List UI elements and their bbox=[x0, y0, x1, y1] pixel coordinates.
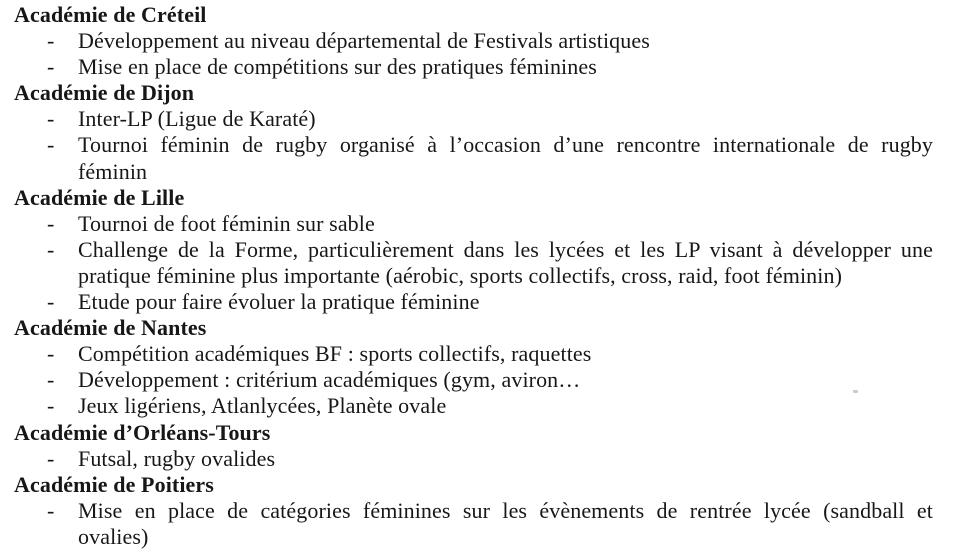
section-heading: Académie de Créteil bbox=[14, 2, 207, 27]
section-heading: Académie d’Orléans-Tours bbox=[14, 419, 271, 445]
text-line: Futsal, rugby ovalides bbox=[78, 445, 276, 471]
list-item bbox=[14, 54, 933, 80]
text-line: Mise en place de catégories féminines sur les évènements de rentrée lycée (sandball et bbox=[78, 497, 933, 523]
list-item-text bbox=[78, 367, 933, 393]
list-dash-marker: - bbox=[47, 28, 55, 54]
list-dash-marker: - bbox=[47, 367, 55, 393]
list-item bbox=[14, 498, 933, 550]
list-dash-marker: - bbox=[47, 289, 55, 315]
text-line: Développement : critérium académiques (gym, aviron… bbox=[78, 367, 581, 393]
list-item-text bbox=[78, 54, 933, 80]
list-dash-marker: - bbox=[47, 393, 55, 419]
list-item-text bbox=[78, 498, 933, 550]
list-item bbox=[14, 106, 933, 132]
list-item-text bbox=[78, 28, 933, 54]
text-line: Tournoi féminin de rugby organisé à l’occasion d’une rencontre internationale de rugby bbox=[78, 132, 933, 158]
section-heading: Académie de Nantes bbox=[14, 315, 207, 341]
scan-artifact bbox=[853, 390, 858, 393]
document-body bbox=[14, 2, 933, 550]
list-item bbox=[14, 211, 933, 237]
list-dash-marker: - bbox=[47, 341, 55, 367]
list-item-text bbox=[78, 341, 933, 367]
list-item bbox=[14, 237, 933, 289]
section-heading: Académie de Dijon bbox=[14, 80, 195, 106]
list-item-text bbox=[78, 446, 933, 472]
list-item bbox=[14, 132, 933, 184]
text-line: Etude pour faire évoluer la pratique féminine bbox=[78, 289, 480, 315]
text-line: Tournoi de foot féminin sur sable bbox=[78, 210, 375, 236]
text-line: Compétition académiques BF : sports collectifs, raquettes bbox=[78, 341, 592, 367]
list-item-text bbox=[78, 132, 933, 184]
list-dash-marker: - bbox=[47, 445, 55, 471]
section-heading: Académie de Lille bbox=[14, 184, 185, 210]
list-dash-marker: - bbox=[47, 132, 55, 158]
list-item bbox=[14, 28, 933, 54]
text-line: féminin bbox=[78, 158, 148, 184]
list-item bbox=[14, 446, 933, 472]
text-line: Développement au niveau départemental de Festivals artistiques bbox=[78, 28, 650, 54]
list-item-text bbox=[78, 237, 933, 289]
list-dash-marker: - bbox=[47, 54, 55, 80]
list-dash-marker: - bbox=[47, 497, 55, 523]
text-line: Jeux ligériens, Atlanlycées, Planète ovale bbox=[78, 393, 447, 419]
list-dash-marker: - bbox=[47, 210, 55, 236]
text-line: Inter-LP (Ligue de Karaté) bbox=[78, 106, 316, 132]
list-dash-marker: - bbox=[47, 106, 55, 132]
list-item-text bbox=[78, 211, 933, 237]
list-item bbox=[14, 289, 933, 315]
text-line: Challenge de la Forme, particulièrement dans les lycées et les LP visant à développer une bbox=[78, 236, 933, 262]
list-item-text bbox=[78, 393, 933, 419]
list-item-text bbox=[78, 106, 933, 132]
text-line: ovalies) bbox=[78, 523, 149, 549]
text-line: Mise en place de compétitions sur des pratiques féminines bbox=[78, 54, 597, 80]
list-item bbox=[14, 367, 933, 393]
list-item bbox=[14, 341, 933, 367]
list-dash-marker: - bbox=[47, 236, 55, 262]
text-line: pratique féminine plus importante (aérobic, sports collectifs, cross, raid, foot féminin) bbox=[78, 262, 843, 288]
list-item bbox=[14, 393, 933, 419]
section-heading: Académie de Poitiers bbox=[14, 471, 214, 497]
list-item-text bbox=[78, 289, 933, 315]
